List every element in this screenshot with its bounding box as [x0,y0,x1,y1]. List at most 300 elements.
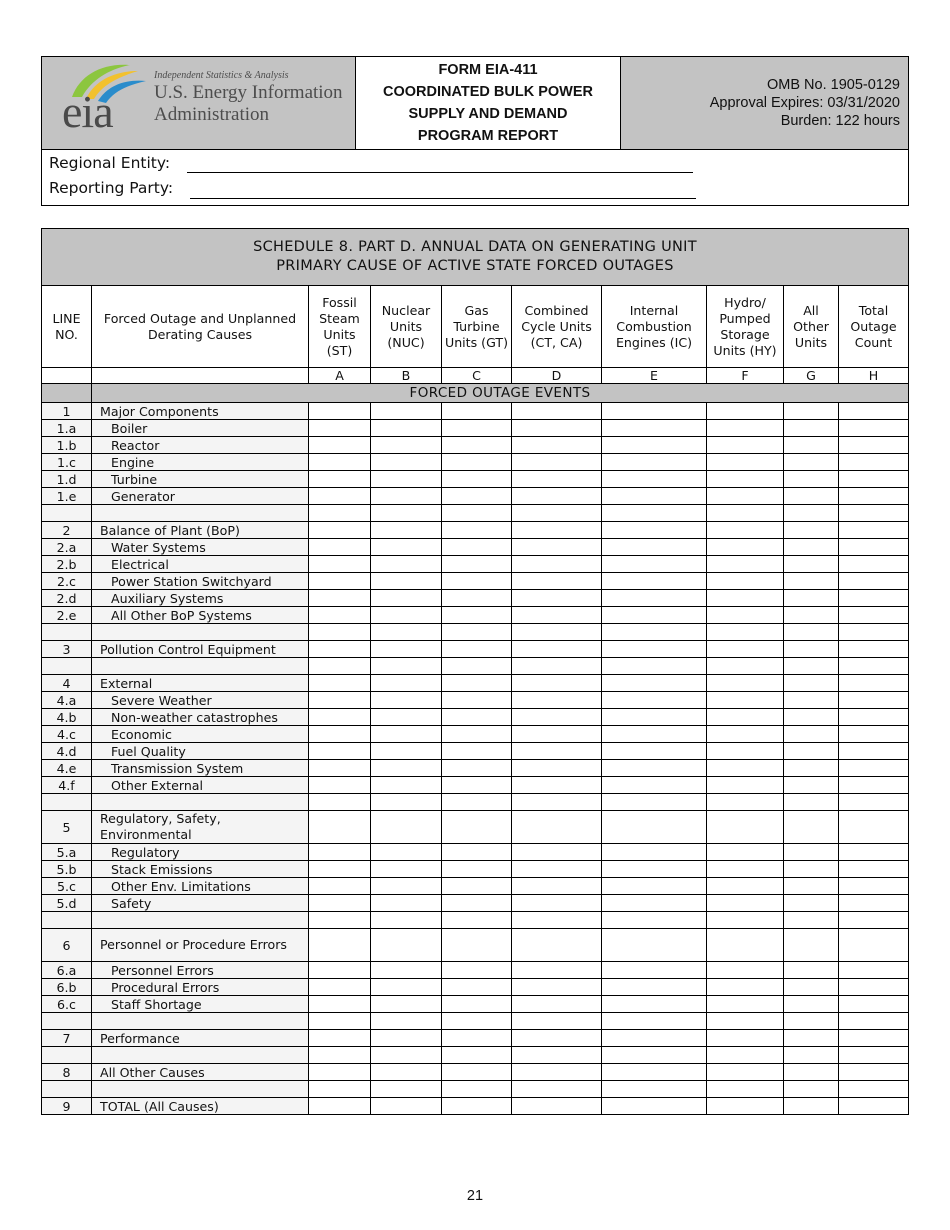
data-entry-cell[interactable] [602,641,707,658]
data-entry-cell[interactable] [707,996,784,1013]
data-entry-cell[interactable] [371,709,442,726]
data-entry-cell[interactable] [442,505,512,522]
data-entry-cell[interactable] [784,979,839,996]
data-entry-cell[interactable] [602,590,707,607]
data-entry-cell[interactable] [512,878,602,895]
data-entry-cell[interactable] [707,675,784,692]
data-entry-cell[interactable] [707,437,784,454]
data-entry-cell[interactable] [839,861,909,878]
data-entry-cell[interactable] [442,420,512,437]
data-entry-cell[interactable] [602,1030,707,1047]
data-entry-cell[interactable] [512,979,602,996]
data-entry-cell[interactable] [512,1047,602,1064]
data-entry-cell[interactable] [784,811,839,844]
data-entry-cell[interactable] [442,962,512,979]
data-entry-cell[interactable] [442,573,512,590]
data-entry-cell[interactable] [371,895,442,912]
data-entry-cell[interactable] [442,1081,512,1098]
data-entry-cell[interactable] [602,962,707,979]
data-entry-cell[interactable] [707,624,784,641]
data-entry-cell[interactable] [442,675,512,692]
data-entry-cell[interactable] [707,777,784,794]
data-entry-cell[interactable] [784,590,839,607]
data-entry-cell[interactable] [602,912,707,929]
data-entry-cell[interactable] [839,522,909,539]
data-entry-cell[interactable] [784,726,839,743]
data-entry-cell[interactable] [707,743,784,760]
data-entry-cell[interactable] [309,522,371,539]
data-entry-cell[interactable] [839,403,909,420]
data-entry-cell[interactable] [707,726,784,743]
data-entry-cell[interactable] [602,1098,707,1115]
data-entry-cell[interactable] [784,996,839,1013]
data-entry-cell[interactable] [371,556,442,573]
data-entry-cell[interactable] [442,743,512,760]
data-entry-cell[interactable] [839,929,909,962]
data-entry-cell[interactable] [707,454,784,471]
data-entry-cell[interactable] [839,573,909,590]
data-entry-cell[interactable] [442,1098,512,1115]
data-entry-cell[interactable] [707,607,784,624]
data-entry-cell[interactable] [309,861,371,878]
data-entry-cell[interactable] [309,1013,371,1030]
data-entry-cell[interactable] [602,709,707,726]
data-entry-cell[interactable] [309,912,371,929]
data-entry-cell[interactable] [309,590,371,607]
data-entry-cell[interactable] [707,658,784,675]
data-entry-cell[interactable] [309,996,371,1013]
data-entry-cell[interactable] [707,488,784,505]
data-entry-cell[interactable] [784,437,839,454]
data-entry-cell[interactable] [442,1013,512,1030]
data-entry-cell[interactable] [512,420,602,437]
data-entry-cell[interactable] [442,522,512,539]
data-entry-cell[interactable] [839,556,909,573]
data-entry-cell[interactable] [602,573,707,590]
data-entry-cell[interactable] [309,505,371,522]
data-entry-cell[interactable] [784,962,839,979]
data-entry-cell[interactable] [512,556,602,573]
data-entry-cell[interactable] [309,709,371,726]
data-entry-cell[interactable] [602,624,707,641]
data-entry-cell[interactable] [309,726,371,743]
data-entry-cell[interactable] [839,811,909,844]
data-entry-cell[interactable] [784,505,839,522]
data-entry-cell[interactable] [707,590,784,607]
data-entry-cell[interactable] [371,777,442,794]
data-entry-cell[interactable] [839,624,909,641]
data-entry-cell[interactable] [839,1064,909,1081]
data-entry-cell[interactable] [784,929,839,962]
data-entry-cell[interactable] [839,420,909,437]
data-entry-cell[interactable] [512,590,602,607]
data-entry-cell[interactable] [309,437,371,454]
data-entry-cell[interactable] [707,709,784,726]
data-entry-cell[interactable] [442,403,512,420]
data-entry-cell[interactable] [707,556,784,573]
data-entry-cell[interactable] [442,658,512,675]
data-entry-cell[interactable] [309,811,371,844]
data-entry-cell[interactable] [707,420,784,437]
data-entry-cell[interactable] [371,962,442,979]
data-entry-cell[interactable] [602,1047,707,1064]
data-entry-cell[interactable] [371,1047,442,1064]
data-entry-cell[interactable] [442,624,512,641]
data-entry-cell[interactable] [602,726,707,743]
data-entry-cell[interactable] [512,471,602,488]
data-entry-cell[interactable] [784,573,839,590]
data-entry-cell[interactable] [512,505,602,522]
data-entry-cell[interactable] [707,1047,784,1064]
data-entry-cell[interactable] [784,488,839,505]
data-entry-cell[interactable] [309,1064,371,1081]
data-entry-cell[interactable] [371,522,442,539]
data-entry-cell[interactable] [309,539,371,556]
data-entry-cell[interactable] [309,962,371,979]
data-entry-cell[interactable] [309,743,371,760]
data-entry-cell[interactable] [839,1013,909,1030]
data-entry-cell[interactable] [442,454,512,471]
data-entry-cell[interactable] [839,996,909,1013]
data-entry-cell[interactable] [839,1081,909,1098]
data-entry-cell[interactable] [512,692,602,709]
data-entry-cell[interactable] [707,573,784,590]
data-entry-cell[interactable] [839,1098,909,1115]
data-entry-cell[interactable] [707,505,784,522]
data-entry-cell[interactable] [442,539,512,556]
data-entry-cell[interactable] [371,1081,442,1098]
data-entry-cell[interactable] [707,912,784,929]
data-entry-cell[interactable] [602,996,707,1013]
data-entry-cell[interactable] [707,811,784,844]
data-entry-cell[interactable] [839,760,909,777]
data-entry-cell[interactable] [371,844,442,861]
data-entry-cell[interactable] [371,658,442,675]
data-entry-cell[interactable] [512,929,602,962]
data-entry-cell[interactable] [839,912,909,929]
data-entry-cell[interactable] [839,1047,909,1064]
data-entry-cell[interactable] [371,794,442,811]
data-entry-cell[interactable] [839,1030,909,1047]
data-entry-cell[interactable] [442,1064,512,1081]
data-entry-cell[interactable] [442,1047,512,1064]
data-entry-cell[interactable] [839,709,909,726]
data-entry-cell[interactable] [602,878,707,895]
data-entry-cell[interactable] [602,522,707,539]
data-entry-cell[interactable] [784,912,839,929]
data-entry-cell[interactable] [784,709,839,726]
regional-entity-field[interactable] [187,172,693,173]
data-entry-cell[interactable] [371,471,442,488]
data-entry-cell[interactable] [602,1064,707,1081]
data-entry-cell[interactable] [602,403,707,420]
data-entry-cell[interactable] [371,420,442,437]
data-entry-cell[interactable] [371,488,442,505]
data-entry-cell[interactable] [839,658,909,675]
data-entry-cell[interactable] [784,539,839,556]
data-entry-cell[interactable] [512,760,602,777]
data-entry-cell[interactable] [309,675,371,692]
data-entry-cell[interactable] [839,777,909,794]
data-entry-cell[interactable] [442,844,512,861]
data-entry-cell[interactable] [839,505,909,522]
data-entry-cell[interactable] [371,675,442,692]
data-entry-cell[interactable] [512,522,602,539]
data-entry-cell[interactable] [707,979,784,996]
data-entry-cell[interactable] [371,624,442,641]
data-entry-cell[interactable] [512,658,602,675]
data-entry-cell[interactable] [309,556,371,573]
data-entry-cell[interactable] [309,895,371,912]
data-entry-cell[interactable] [784,658,839,675]
data-entry-cell[interactable] [371,607,442,624]
data-entry-cell[interactable] [784,878,839,895]
data-entry-cell[interactable] [707,861,784,878]
data-entry-cell[interactable] [309,979,371,996]
data-entry-cell[interactable] [512,861,602,878]
data-entry-cell[interactable] [839,539,909,556]
data-entry-cell[interactable] [309,878,371,895]
data-entry-cell[interactable] [371,573,442,590]
data-entry-cell[interactable] [839,692,909,709]
data-entry-cell[interactable] [784,1064,839,1081]
data-entry-cell[interactable] [602,607,707,624]
data-entry-cell[interactable] [707,844,784,861]
data-entry-cell[interactable] [309,624,371,641]
data-entry-cell[interactable] [371,760,442,777]
data-entry-cell[interactable] [784,556,839,573]
data-entry-cell[interactable] [512,1098,602,1115]
data-entry-cell[interactable] [442,692,512,709]
data-entry-cell[interactable] [784,454,839,471]
data-entry-cell[interactable] [512,1064,602,1081]
data-entry-cell[interactable] [442,979,512,996]
data-entry-cell[interactable] [602,794,707,811]
data-entry-cell[interactable] [784,743,839,760]
data-entry-cell[interactable] [512,895,602,912]
data-entry-cell[interactable] [839,726,909,743]
data-entry-cell[interactable] [707,1098,784,1115]
data-entry-cell[interactable] [784,794,839,811]
data-entry-cell[interactable] [442,929,512,962]
data-entry-cell[interactable] [512,641,602,658]
data-entry-cell[interactable] [512,675,602,692]
data-entry-cell[interactable] [707,1030,784,1047]
data-entry-cell[interactable] [512,454,602,471]
data-entry-cell[interactable] [707,403,784,420]
data-entry-cell[interactable] [784,641,839,658]
data-entry-cell[interactable] [309,844,371,861]
data-entry-cell[interactable] [442,777,512,794]
data-entry-cell[interactable] [784,607,839,624]
data-entry-cell[interactable] [602,844,707,861]
data-entry-cell[interactable] [512,573,602,590]
data-entry-cell[interactable] [602,675,707,692]
data-entry-cell[interactable] [602,811,707,844]
data-entry-cell[interactable] [602,454,707,471]
data-entry-cell[interactable] [442,912,512,929]
data-entry-cell[interactable] [512,437,602,454]
data-entry-cell[interactable] [707,641,784,658]
data-entry-cell[interactable] [784,624,839,641]
data-entry-cell[interactable] [371,1013,442,1030]
data-entry-cell[interactable] [707,522,784,539]
data-entry-cell[interactable] [442,760,512,777]
data-entry-cell[interactable] [839,437,909,454]
data-entry-cell[interactable] [602,1013,707,1030]
data-entry-cell[interactable] [442,861,512,878]
data-entry-cell[interactable] [602,895,707,912]
data-entry-cell[interactable] [784,1081,839,1098]
data-entry-cell[interactable] [442,607,512,624]
data-entry-cell[interactable] [784,403,839,420]
data-entry-cell[interactable] [839,962,909,979]
data-entry-cell[interactable] [602,437,707,454]
data-entry-cell[interactable] [309,607,371,624]
data-entry-cell[interactable] [512,777,602,794]
data-entry-cell[interactable] [371,861,442,878]
data-entry-cell[interactable] [512,624,602,641]
data-entry-cell[interactable] [512,962,602,979]
data-entry-cell[interactable] [512,607,602,624]
data-entry-cell[interactable] [309,658,371,675]
data-entry-cell[interactable] [602,539,707,556]
data-entry-cell[interactable] [602,692,707,709]
data-entry-cell[interactable] [839,641,909,658]
data-entry-cell[interactable] [371,437,442,454]
data-entry-cell[interactable] [371,929,442,962]
data-entry-cell[interactable] [602,556,707,573]
data-entry-cell[interactable] [839,454,909,471]
data-entry-cell[interactable] [309,692,371,709]
data-entry-cell[interactable] [602,488,707,505]
data-entry-cell[interactable] [371,878,442,895]
data-entry-cell[interactable] [707,539,784,556]
data-entry-cell[interactable] [309,471,371,488]
data-entry-cell[interactable] [309,1081,371,1098]
data-entry-cell[interactable] [309,1047,371,1064]
data-entry-cell[interactable] [784,1098,839,1115]
data-entry-cell[interactable] [442,996,512,1013]
data-entry-cell[interactable] [707,692,784,709]
data-entry-cell[interactable] [512,743,602,760]
data-entry-cell[interactable] [707,1064,784,1081]
data-entry-cell[interactable] [309,929,371,962]
data-entry-cell[interactable] [442,641,512,658]
data-entry-cell[interactable] [512,1030,602,1047]
data-entry-cell[interactable] [442,895,512,912]
data-entry-cell[interactable] [442,590,512,607]
data-entry-cell[interactable] [839,471,909,488]
data-entry-cell[interactable] [309,488,371,505]
data-entry-cell[interactable] [442,794,512,811]
data-entry-cell[interactable] [839,794,909,811]
data-entry-cell[interactable] [512,1013,602,1030]
data-entry-cell[interactable] [371,505,442,522]
data-entry-cell[interactable] [784,522,839,539]
data-entry-cell[interactable] [784,1030,839,1047]
data-entry-cell[interactable] [512,912,602,929]
data-entry-cell[interactable] [839,607,909,624]
data-entry-cell[interactable] [602,777,707,794]
data-entry-cell[interactable] [371,454,442,471]
data-entry-cell[interactable] [707,760,784,777]
data-entry-cell[interactable] [309,454,371,471]
data-entry-cell[interactable] [707,878,784,895]
data-entry-cell[interactable] [784,895,839,912]
data-entry-cell[interactable] [602,658,707,675]
data-entry-cell[interactable] [784,844,839,861]
data-entry-cell[interactable] [839,878,909,895]
data-entry-cell[interactable] [512,709,602,726]
data-entry-cell[interactable] [309,1030,371,1047]
data-entry-cell[interactable] [442,488,512,505]
data-entry-cell[interactable] [371,912,442,929]
data-entry-cell[interactable] [371,1064,442,1081]
data-entry-cell[interactable] [784,1013,839,1030]
data-entry-cell[interactable] [784,760,839,777]
data-entry-cell[interactable] [512,488,602,505]
data-entry-cell[interactable] [784,692,839,709]
data-entry-cell[interactable] [839,488,909,505]
data-entry-cell[interactable] [371,996,442,1013]
data-entry-cell[interactable] [371,979,442,996]
data-entry-cell[interactable] [839,590,909,607]
data-entry-cell[interactable] [707,471,784,488]
data-entry-cell[interactable] [309,573,371,590]
data-entry-cell[interactable] [512,539,602,556]
data-entry-cell[interactable] [512,794,602,811]
data-entry-cell[interactable] [602,471,707,488]
data-entry-cell[interactable] [309,760,371,777]
data-entry-cell[interactable] [442,709,512,726]
data-entry-cell[interactable] [707,1013,784,1030]
data-entry-cell[interactable] [784,675,839,692]
data-entry-cell[interactable] [371,1098,442,1115]
data-entry-cell[interactable] [707,962,784,979]
data-entry-cell[interactable] [512,811,602,844]
data-entry-cell[interactable] [784,420,839,437]
data-entry-cell[interactable] [309,777,371,794]
data-entry-cell[interactable] [784,861,839,878]
data-entry-cell[interactable] [371,743,442,760]
data-entry-cell[interactable] [442,1030,512,1047]
data-entry-cell[interactable] [309,641,371,658]
data-entry-cell[interactable] [512,1081,602,1098]
data-entry-cell[interactable] [371,1030,442,1047]
data-entry-cell[interactable] [371,726,442,743]
data-entry-cell[interactable] [371,692,442,709]
data-entry-cell[interactable] [839,675,909,692]
data-entry-cell[interactable] [839,895,909,912]
data-entry-cell[interactable] [707,1081,784,1098]
data-entry-cell[interactable] [512,844,602,861]
data-entry-cell[interactable] [309,1098,371,1115]
data-entry-cell[interactable] [839,743,909,760]
data-entry-cell[interactable] [602,1081,707,1098]
data-entry-cell[interactable] [784,471,839,488]
data-entry-cell[interactable] [309,794,371,811]
data-entry-cell[interactable] [602,505,707,522]
data-entry-cell[interactable] [371,641,442,658]
data-entry-cell[interactable] [602,861,707,878]
data-entry-cell[interactable] [602,760,707,777]
data-entry-cell[interactable] [442,556,512,573]
data-entry-cell[interactable] [602,979,707,996]
data-entry-cell[interactable] [512,403,602,420]
data-entry-cell[interactable] [309,403,371,420]
data-entry-cell[interactable] [602,420,707,437]
